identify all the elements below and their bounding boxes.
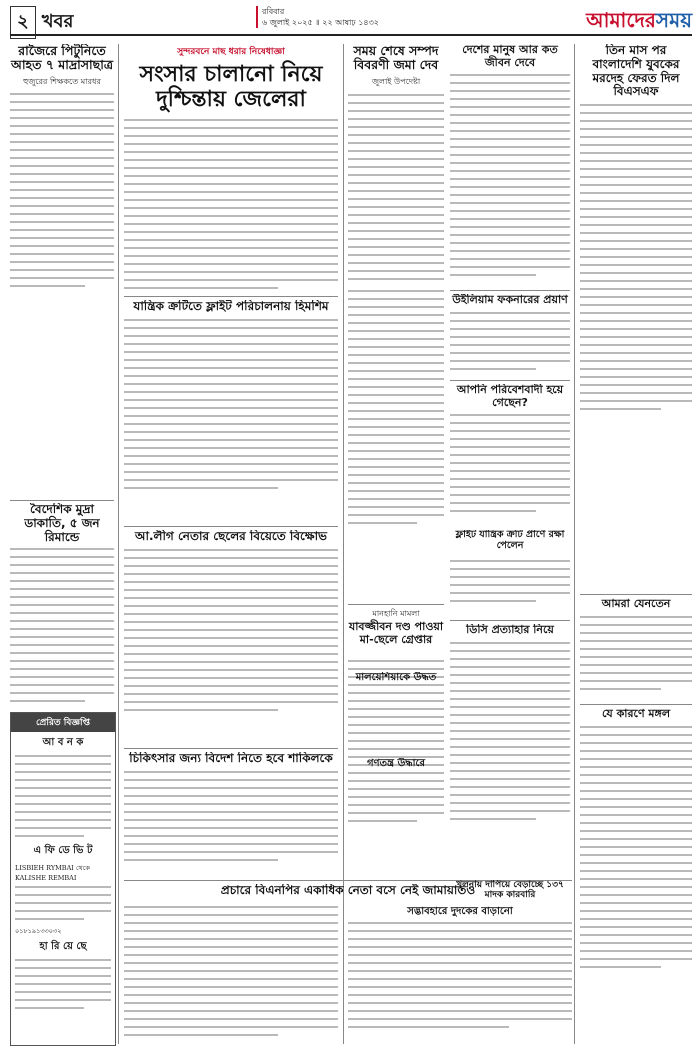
article-body [124,319,338,489]
masthead-rule [10,34,692,36]
headline: ফ্লাইট যান্ত্রিক ক্রটি প্রাণে রক্ষা পেলেন [455,530,565,551]
column-divider [118,44,119,1044]
article-body [124,119,338,289]
article-body [348,290,444,524]
article-body [10,93,114,287]
article-forex-body [10,548,114,708]
article-divider [580,704,692,705]
section-name: খবর [41,11,74,32]
ads-block-1-title: আ ব ন ক [42,737,84,748]
headline: দেশের মানুষ আর কত জীবন দেবে [462,44,558,69]
article-body [580,726,692,968]
article-divider [450,290,570,291]
column-divider [574,44,575,1044]
headline: ডিসি প্রত্যাহার নিয়ে [466,624,554,636]
article-body [348,94,444,284]
article-column-3-cont [348,290,444,610]
article-body [348,922,572,1028]
lead-headline: সংসার চালানো নিয়ে দুশ্চিন্তায় জেলেরা [139,62,323,113]
headline: আমরা যেনতেন [601,598,671,610]
date-label: ৬ জুলাই ২০২৫ ॥ ২২ আষাঢ় ১৪৩২ [262,18,379,27]
article-environmentalist [450,384,570,524]
ads-header: প্রেরিত বিজ্ঞপ্তি [11,713,115,732]
headline: যাবজ্জীবন দণ্ড পাওয়া মা-ছেলে গ্রেপ্তার [348,620,444,646]
article-faulkner [450,294,570,374]
article-campaign-body [124,906,338,1044]
kicker: সুন্দরবনে মাছ ধরার নিষেধাজ্ঞা [177,47,285,57]
article-flight-survive-body [450,560,570,620]
article-life-sentence [348,608,444,668]
article-awami-wedding [124,530,338,740]
article-body [450,560,570,602]
ads-block-3-title: হা রি য়ে ছে [39,941,87,952]
article-body [124,549,338,711]
kicker: মানহানি মামলা [372,609,420,618]
article-divider [450,620,570,621]
dateline [256,6,379,28]
headline: তিন মাস পর বাংলাদেশি যুবকের মরদেহ ফেরত দিল বিএসএফ [592,44,680,99]
ads-phone: ০১৮১৯১৩৩০৩২ [15,927,62,935]
day-label: রবিবার [262,7,285,16]
article-bsf-body [580,44,692,434]
headline: মালয়েশিয়াকে উদ্ধত [355,672,437,683]
article-how-many-lives [450,44,570,284]
article-divider [124,296,338,297]
article-body [450,414,570,512]
article-divider [450,380,570,381]
article-divider [124,526,338,527]
headline: আ.লীগ নেতার ছেলের বিয়েতে বিক্ষোভ [134,530,328,543]
article-divider [348,604,444,605]
kicker: হুজুরের শিক্ষকতে মারধর [23,76,101,86]
article-body [450,312,570,370]
article-rajoir [10,44,114,314]
headline: সময় শেষে সম্পদ বিবরণী জমা দেব [353,44,439,73]
headline: প্রচারে বিএনপির একাধিক নেতা বসে নেই জামায়াতও [220,884,476,897]
ads-block-1-body [11,755,115,837]
article-we-are [580,598,692,698]
headline: বৈদেশিক মুদ্রা ডাকাতি, ৫ জন রিমান্ডে [24,503,100,544]
article-mars [580,708,692,1044]
ads-block-2-names: LISBIEH RYMBAI থেকে KALISHE REMBAI [15,864,90,882]
logo-part-1: আমাদের [586,8,656,32]
headline: উইলিয়াম ফকনারের প্রয়াণ [452,294,568,306]
article-body [580,616,692,690]
article-body [124,906,338,1036]
page-number-value: ২ [10,6,36,39]
article-divider [580,594,692,595]
headline: সদ্ভাবহারে দুদকের বাড়ানো [407,906,513,917]
article-acc [348,906,572,1044]
article-body [450,642,570,820]
headline: যে কারণে মঙ্গল [601,708,671,720]
ads-block-2-body [11,883,115,920]
logo-part-2: সময় [655,8,692,32]
ads-block-2-title: এ ফি ডে ভি ট [33,845,93,856]
article-body [580,104,692,410]
classified-ads [10,712,116,1046]
article-shakil-treatment [124,752,338,877]
kicker: জুলাই উপদেষ্টা [371,76,421,86]
article-malaysia [348,672,444,702]
headline: গণতন্ত্র উদ্ধারে [366,758,426,769]
headline: যান্ত্রিক ক্রটিতে ফ্লাইট পরিচালনায় হিমশিম [133,300,329,313]
article-dc-withdraw [450,624,570,874]
article-body [124,771,338,861]
article-body [10,548,114,702]
article-democracy [348,758,444,788]
article-assets-statement [348,44,444,284]
article-flight-trouble [124,300,338,520]
headline: আপনি পরিবেশবাদী হয়ে গেছেন? [456,384,564,409]
article-divider [10,500,114,501]
headline: চিকিৎসার জন্য বিদেশ নিতে হবে শাকিলকে [129,752,333,765]
article-body [450,74,570,276]
ads-block-3-body [11,959,115,1009]
headline: খুলনায় দাপিয়ে বেড়াচ্ছে ১৩৭ মাদক কারবারি [456,880,564,901]
masthead [10,6,692,32]
article-divider [124,748,338,749]
article-khulna [450,880,570,904]
headline: রাজৈরে পিটুনিতে আহত ৭ মাদ্রাসাছাত্র [10,44,114,73]
